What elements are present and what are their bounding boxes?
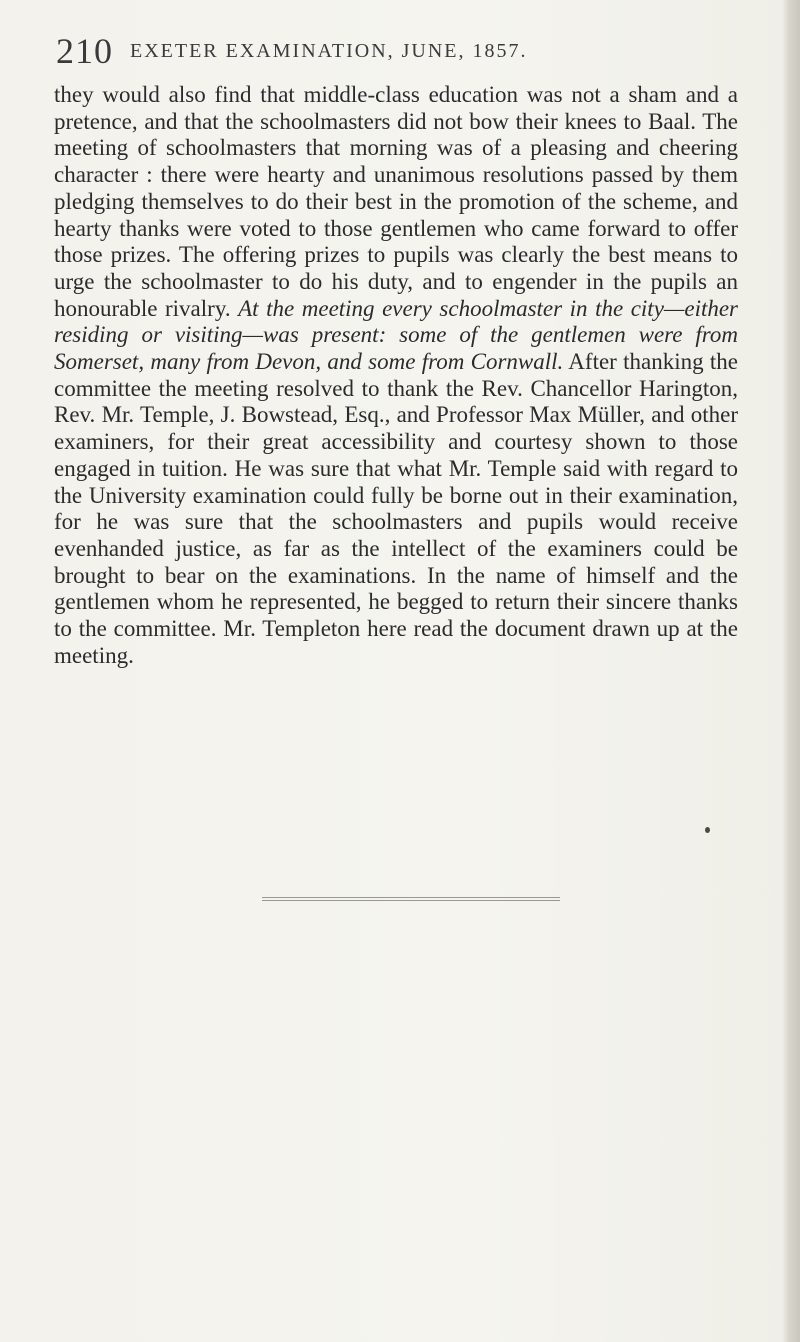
- paragraph-text-roman-continued: After thanking the committee the meeting resolved to thank the Rev. Chancellor Harington, Rev. Mr. Temple, J. Bowstead, Esq., and Professor Max Müller, and other examiners, for their great accessibility and courtesy shown to those engaged in tuition. He was sure that what Mr. Temple said with regard to the University examination could fully be borne out in their examination, for he was sure that the schoolmasters and pupils would receive evenhanded justice, as far as the intellect of the examiners could be brought to bear on the examinations. In the name of himself and the gentlemen whom he represented, he begged to return their sincere thanks to the committee. Mr. Templeton here read the document drawn up at the meeting.: [54, 349, 738, 668]
- page-edge-shadow: [782, 0, 800, 1342]
- running-head: [56, 30, 736, 70]
- header-title: EXETER EXAMINATION, JUNE, 1857.: [130, 40, 528, 62]
- section-rule: [262, 897, 560, 901]
- ink-speck: [705, 827, 710, 833]
- paragraph-text-roman: they would also find that middle-class education was not a sham and a pretence, and that the schoolmasters did not bow their knees to Baal. The meeting of schoolmasters that morning was of a pleasing and cheering character : there were hearty and unanimous resolutions passed by them pledging themselves to do their best in the promotion of the scheme, and hearty thanks were voted to those gentlemen who came forward to offer those prizes. The offering prizes to pupils was clearly the best means to urge the schoolmaster to do his duty, and to engender in the pupils an honourable rivalry.: [54, 82, 738, 321]
- paragraph-text-italic: At the meeting every schoolmaster in the city—either residing or visiting—was present: some of the gentlemen were from Somerset, many from Devon, and some from Cornwall.: [54, 295, 739, 375]
- body-paragraph: [54, 82, 738, 669]
- page-number: 210: [56, 31, 113, 71]
